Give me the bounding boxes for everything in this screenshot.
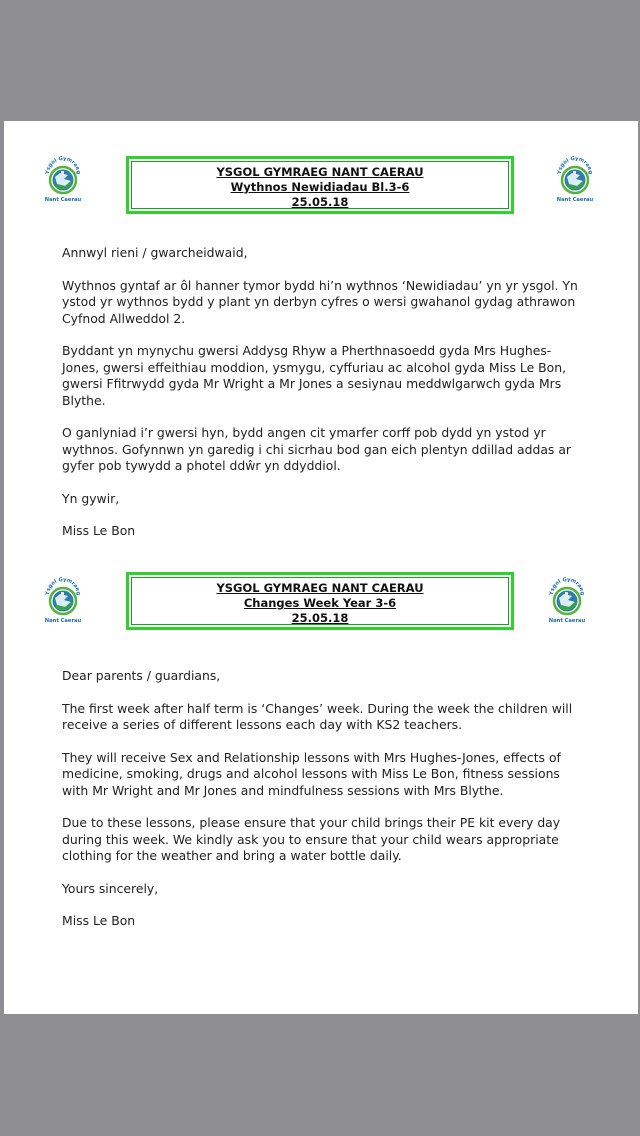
school-crest-icon-top-right [556,154,594,206]
welsh-letter-subtitle: Wythnos Newidiadau Bl.3-6 [230,180,410,194]
letter-page [4,121,638,1014]
welsh-signature: Miss Le Bon [62,523,136,538]
welsh-letter-body [62,245,582,540]
welsh-letter-date: 25.05.18 [291,195,349,209]
english-paragraph-3: Due to these lessons, please ensure that your child brings their PE kit every day during this week. We kindly ask you to ensure that your child wears appropriate clothing for the weather and bring a water bottle daily. [62,815,561,863]
school-crest-icon-mid-left [44,575,82,627]
english-letter-subtitle: Changes Week Year 3-6 [243,596,397,610]
welsh-paragraph-2: Byddant yn mynychu gwersi Addysg Rhyw a Pherthnasoedd gyda Mrs Hughes-Jones, gwersi effeithiau moddion, ysmygu, cyffuriau ac alcohol gyda Miss Le Bon, gwersi Ffitrwydd gyda Mr Wright a Mr Jones a sesiynau meddwlgarwch gyda Mrs Blythe. [62,343,567,408]
english-letter-body [62,668,582,930]
welsh-paragraph-1: Wythnos gyntaf ar ôl hanner tymor bydd hi’n wythnos ‘Newidiadau’ yn yr ysgol. Yn ystod yr wythnos bydd y plant yn derbyn cyfres o wersi gwahanol gydag athrawon Cyfnod Allweddol 2. [62,277,578,326]
welsh-paragraph-3: O ganlyniad i’r gwersi hyn, bydd angen cit ymarfer corff pob dydd yn ystod yr wythnos. Gofynnwn yn garedig i chi sicrhau bod gan eich plentyn ddillad addas ar gyfer pob tywydd a photel ddŵr yn ddyddiol. [62,425,572,473]
english-greeting: Dear parents / guardians, [62,668,221,683]
welsh-title-box [126,156,514,214]
english-paragraph-1: The first week after half term is ‘Changes’ week. During the week the children will receive a series of different lessons each day with KS2 teachers. [62,700,573,732]
welsh-school-name: YSGOL GYMRAEG NANT CAERAU [216,165,424,179]
welsh-closing: Yn gywir, [62,490,120,506]
english-letter-date: 25.05.18 [291,611,349,625]
english-signature: Miss Le Bon [62,913,136,928]
school-crest-icon-top-left [44,154,82,206]
english-title-box [126,572,514,630]
english-paragraph-2: They will receive Sex and Relationship lessons with Mrs Hughes-Jones, effects of medicine, smoking, drugs and alcohol lessons with Miss Le Bon, fitness sessions with Mr Wright and Mr Jones and mindfulness sessions with Mrs Blythe. [62,749,561,798]
school-crest-icon-mid-right [548,575,586,627]
welsh-greeting: Annwyl rieni / gwarcheidwaid, [62,245,248,260]
english-school-name: YSGOL GYMRAEG NANT CAERAU [216,581,424,595]
english-closing: Yours sincerely, [62,880,159,896]
